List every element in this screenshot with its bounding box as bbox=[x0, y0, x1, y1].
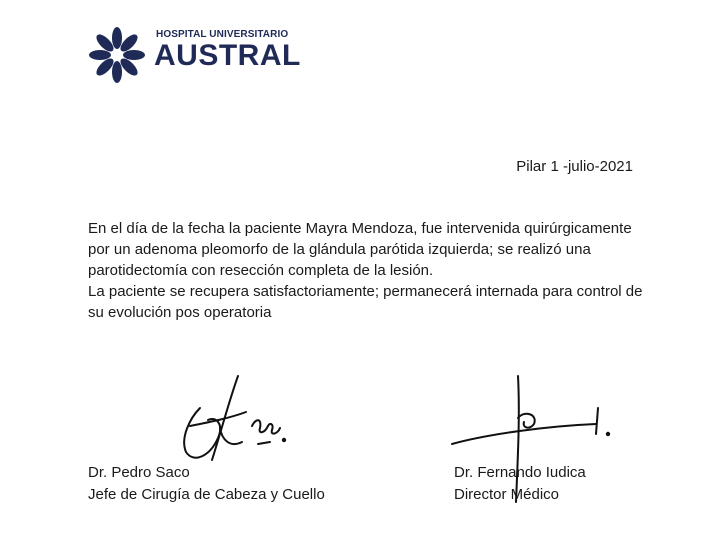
signature-block-left bbox=[88, 462, 325, 506]
body-paragraph-2: La paciente se recupera satisfactoriamente; permanecerá internada para control de su evolución pos operatoria bbox=[88, 283, 643, 321]
hospital-logo bbox=[86, 24, 301, 88]
institution-name: AUSTRAL bbox=[154, 39, 301, 72]
body-paragraph-1: En el día de la fecha la paciente Mayra Mendoza, fue intervenida quirúrgicamente por un adenoma pleomorfo de la glándula parótida izquierda; se realizó una parotidectomía con resección completa de la lesión. bbox=[88, 220, 632, 279]
signer-name-left: Dr. Pedro Saco bbox=[88, 464, 190, 481]
signature-block-right bbox=[454, 462, 586, 506]
institution-subtitle: HOSPITAL UNIVERSITARIO bbox=[156, 29, 289, 40]
signer-title-right: Director Médico bbox=[454, 486, 560, 503]
certificate-body bbox=[88, 218, 648, 323]
document-date: Pilar 1 -julio-2021 bbox=[516, 158, 633, 175]
signer-title-left: Jefe de Cirugía de Cabeza y Cuello bbox=[88, 486, 325, 503]
flower-logo-icon bbox=[86, 24, 148, 86]
signer-name-right: Dr. Fernando Iudica bbox=[454, 464, 586, 481]
